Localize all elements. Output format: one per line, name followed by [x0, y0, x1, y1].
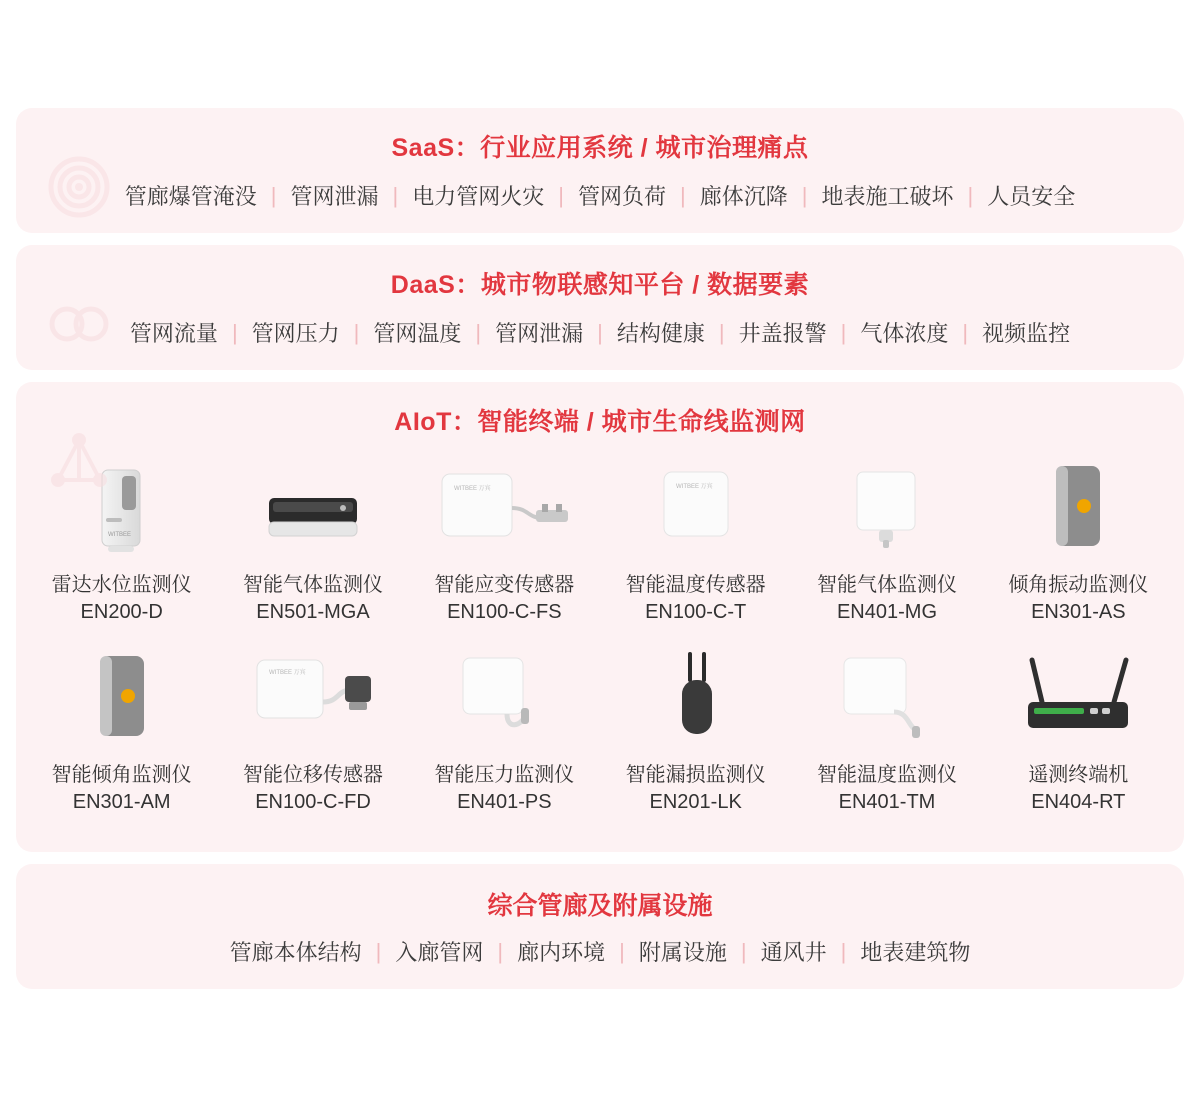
svg-text:WITBEE 万宾: WITBEE 万宾 — [454, 486, 491, 492]
device-name: 智能压力监测仪 — [434, 764, 575, 786]
tag-separator: | — [718, 319, 725, 345]
strain-sensor-device-icon — [424, 456, 584, 560]
daas-tag[interactable]: 管网泄漏 — [495, 321, 584, 346]
saas-tag[interactable]: 廊体沉降 — [699, 184, 788, 209]
infrastructure-tag[interactable]: 地表建筑物 — [860, 940, 971, 965]
tag-separator: | — [270, 182, 277, 208]
device-model: EN501-MGA — [256, 601, 370, 623]
daas-tag[interactable]: 结构健康 — [616, 321, 705, 346]
tag-separator: | — [497, 938, 504, 964]
daas-tag-row — [16, 307, 1184, 370]
radar-waves-icon — [46, 154, 112, 220]
device-model: EN401-TM — [838, 791, 936, 813]
tag-separator: | — [740, 938, 747, 964]
tag-separator: | — [353, 319, 360, 345]
svg-text:WITBEE: WITBEE — [107, 532, 131, 538]
tag-separator: | — [597, 319, 603, 345]
daas-title-suffix: 城市物联感知平台 / 数据要素 — [480, 271, 810, 299]
temperature-monitor-device-icon — [812, 646, 962, 750]
device-grid — [16, 444, 1184, 852]
saas-tag[interactable]: 管网负荷 — [577, 184, 666, 209]
infinity-data-icon — [46, 291, 112, 357]
saas-layer — [16, 108, 1184, 233]
infrastructure-layer — [16, 864, 1184, 989]
gas-monitor-box-device-icon — [817, 456, 957, 560]
infrastructure-tag[interactable]: 通风井 — [760, 940, 827, 965]
svg-text:WITBEE 万宾: WITBEE 万宾 — [675, 484, 713, 490]
device-name: 智能位移传感器 — [242, 764, 383, 786]
saas-tag[interactable]: 人员安全 — [987, 184, 1076, 209]
device-model: EN100-C-T — [645, 601, 747, 623]
device-card[interactable] — [217, 450, 408, 636]
saas-tag[interactable]: 地表施工破坏 — [821, 184, 954, 209]
device-model: EN100-C-FS — [447, 601, 562, 623]
device-name: 智能应变传感器 — [434, 574, 575, 596]
device-model: EN301-AS — [1031, 601, 1126, 623]
tag-separator: | — [475, 319, 482, 345]
device-card[interactable] — [600, 450, 791, 636]
device-name: 智能温度监测仪 — [816, 764, 957, 786]
device-card[interactable] — [26, 640, 217, 826]
device-name: 智能气体监测仪 — [242, 574, 383, 596]
device-name: 智能倾角监测仪 — [51, 764, 192, 786]
device-card[interactable] — [409, 640, 600, 826]
tag-separator: | — [967, 182, 974, 208]
device-name: 雷达水位监测仪 — [51, 574, 192, 596]
tag-separator: | — [840, 938, 847, 964]
daas-title-prefix: DaaS： — [390, 271, 481, 299]
tag-separator: | — [680, 182, 686, 208]
infrastructure-tag[interactable]: 附属设施 — [638, 940, 727, 965]
device-card[interactable] — [791, 450, 982, 636]
aiot-layer — [16, 382, 1184, 852]
daas-tag[interactable]: 井盖报警 — [738, 321, 827, 346]
device-card[interactable] — [600, 640, 791, 826]
tag-separator: | — [962, 319, 969, 345]
infrastructure-tag[interactable]: 管廊本体结构 — [229, 940, 362, 965]
saas-tag[interactable]: 电力管网火灾 — [412, 184, 545, 209]
tilt-monitor-device-icon — [62, 646, 182, 750]
daas-tag[interactable]: 气体浓度 — [860, 321, 949, 346]
saas-tag-row — [16, 170, 1184, 233]
gas-monitor-device-icon — [243, 456, 383, 560]
saas-title — [16, 108, 1184, 170]
device-name: 智能气体监测仪 — [816, 574, 957, 596]
svg-text:WITBEE 万宾: WITBEE 万宾 — [268, 670, 306, 676]
saas-title-prefix: SaaS： — [391, 134, 481, 162]
tilt-vibration-device-icon — [1018, 456, 1138, 560]
infrastructure-tag[interactable]: 廊内环境 — [517, 940, 606, 965]
daas-title — [16, 245, 1184, 307]
device-name: 倾角振动监测仪 — [1008, 574, 1149, 596]
iot-network-icon — [46, 428, 112, 494]
device-model: EN201-LK — [649, 791, 742, 813]
device-model: EN100-C-FD — [255, 791, 371, 813]
tag-separator: | — [801, 182, 808, 208]
device-model: EN301-AM — [72, 791, 171, 813]
leak-monitor-device-icon — [636, 646, 756, 750]
daas-tag[interactable]: 视频监控 — [982, 321, 1071, 346]
tag-separator: | — [558, 182, 564, 208]
daas-tag[interactable]: 管网流量 — [129, 321, 218, 346]
tag-separator: | — [231, 319, 238, 345]
device-card[interactable] — [217, 640, 408, 826]
device-model: EN401-MG — [836, 601, 937, 623]
device-name: 遥测终端机 — [1028, 764, 1129, 786]
rtu-router-device-icon — [998, 646, 1158, 750]
saas-tag[interactable]: 管廊爆管淹没 — [124, 184, 257, 209]
tag-separator: | — [375, 938, 382, 964]
daas-tag[interactable]: 管网温度 — [373, 321, 462, 346]
device-model: EN200-D — [80, 601, 163, 623]
infrastructure-title: 综合管廊及附属设施 — [487, 892, 713, 920]
tag-separator: | — [840, 319, 847, 345]
device-card[interactable] — [791, 640, 982, 826]
device-card[interactable] — [409, 450, 600, 636]
daas-layer — [16, 245, 1184, 370]
aiot-title — [16, 382, 1184, 444]
saas-title-suffix: 行业应用系统 / 城市治理痛点 — [480, 134, 809, 162]
infrastructure-tag[interactable]: 入廊管网 — [395, 940, 484, 965]
aiot-title-suffix: 智能终端 / 城市生命线监测网 — [477, 408, 806, 436]
device-name: 智能温度传感器 — [625, 574, 766, 596]
aiot-title-prefix: AIoT： — [394, 408, 478, 436]
daas-tag[interactable]: 管网压力 — [251, 321, 340, 346]
device-card[interactable] — [983, 640, 1174, 826]
saas-tag[interactable]: 管网泄漏 — [290, 184, 379, 209]
temperature-sensor-device-icon — [626, 456, 766, 560]
device-card[interactable] — [983, 450, 1174, 636]
tag-separator: | — [392, 182, 399, 208]
tag-separator: | — [619, 938, 625, 964]
pressure-monitor-device-icon — [429, 646, 579, 750]
device-model: EN401-PS — [457, 791, 552, 813]
infrastructure-tag-row — [16, 926, 1184, 989]
device-model: EN404-RT — [1031, 791, 1126, 813]
displacement-sensor-device-icon — [233, 646, 393, 750]
device-name: 智能漏损监测仪 — [625, 764, 766, 786]
